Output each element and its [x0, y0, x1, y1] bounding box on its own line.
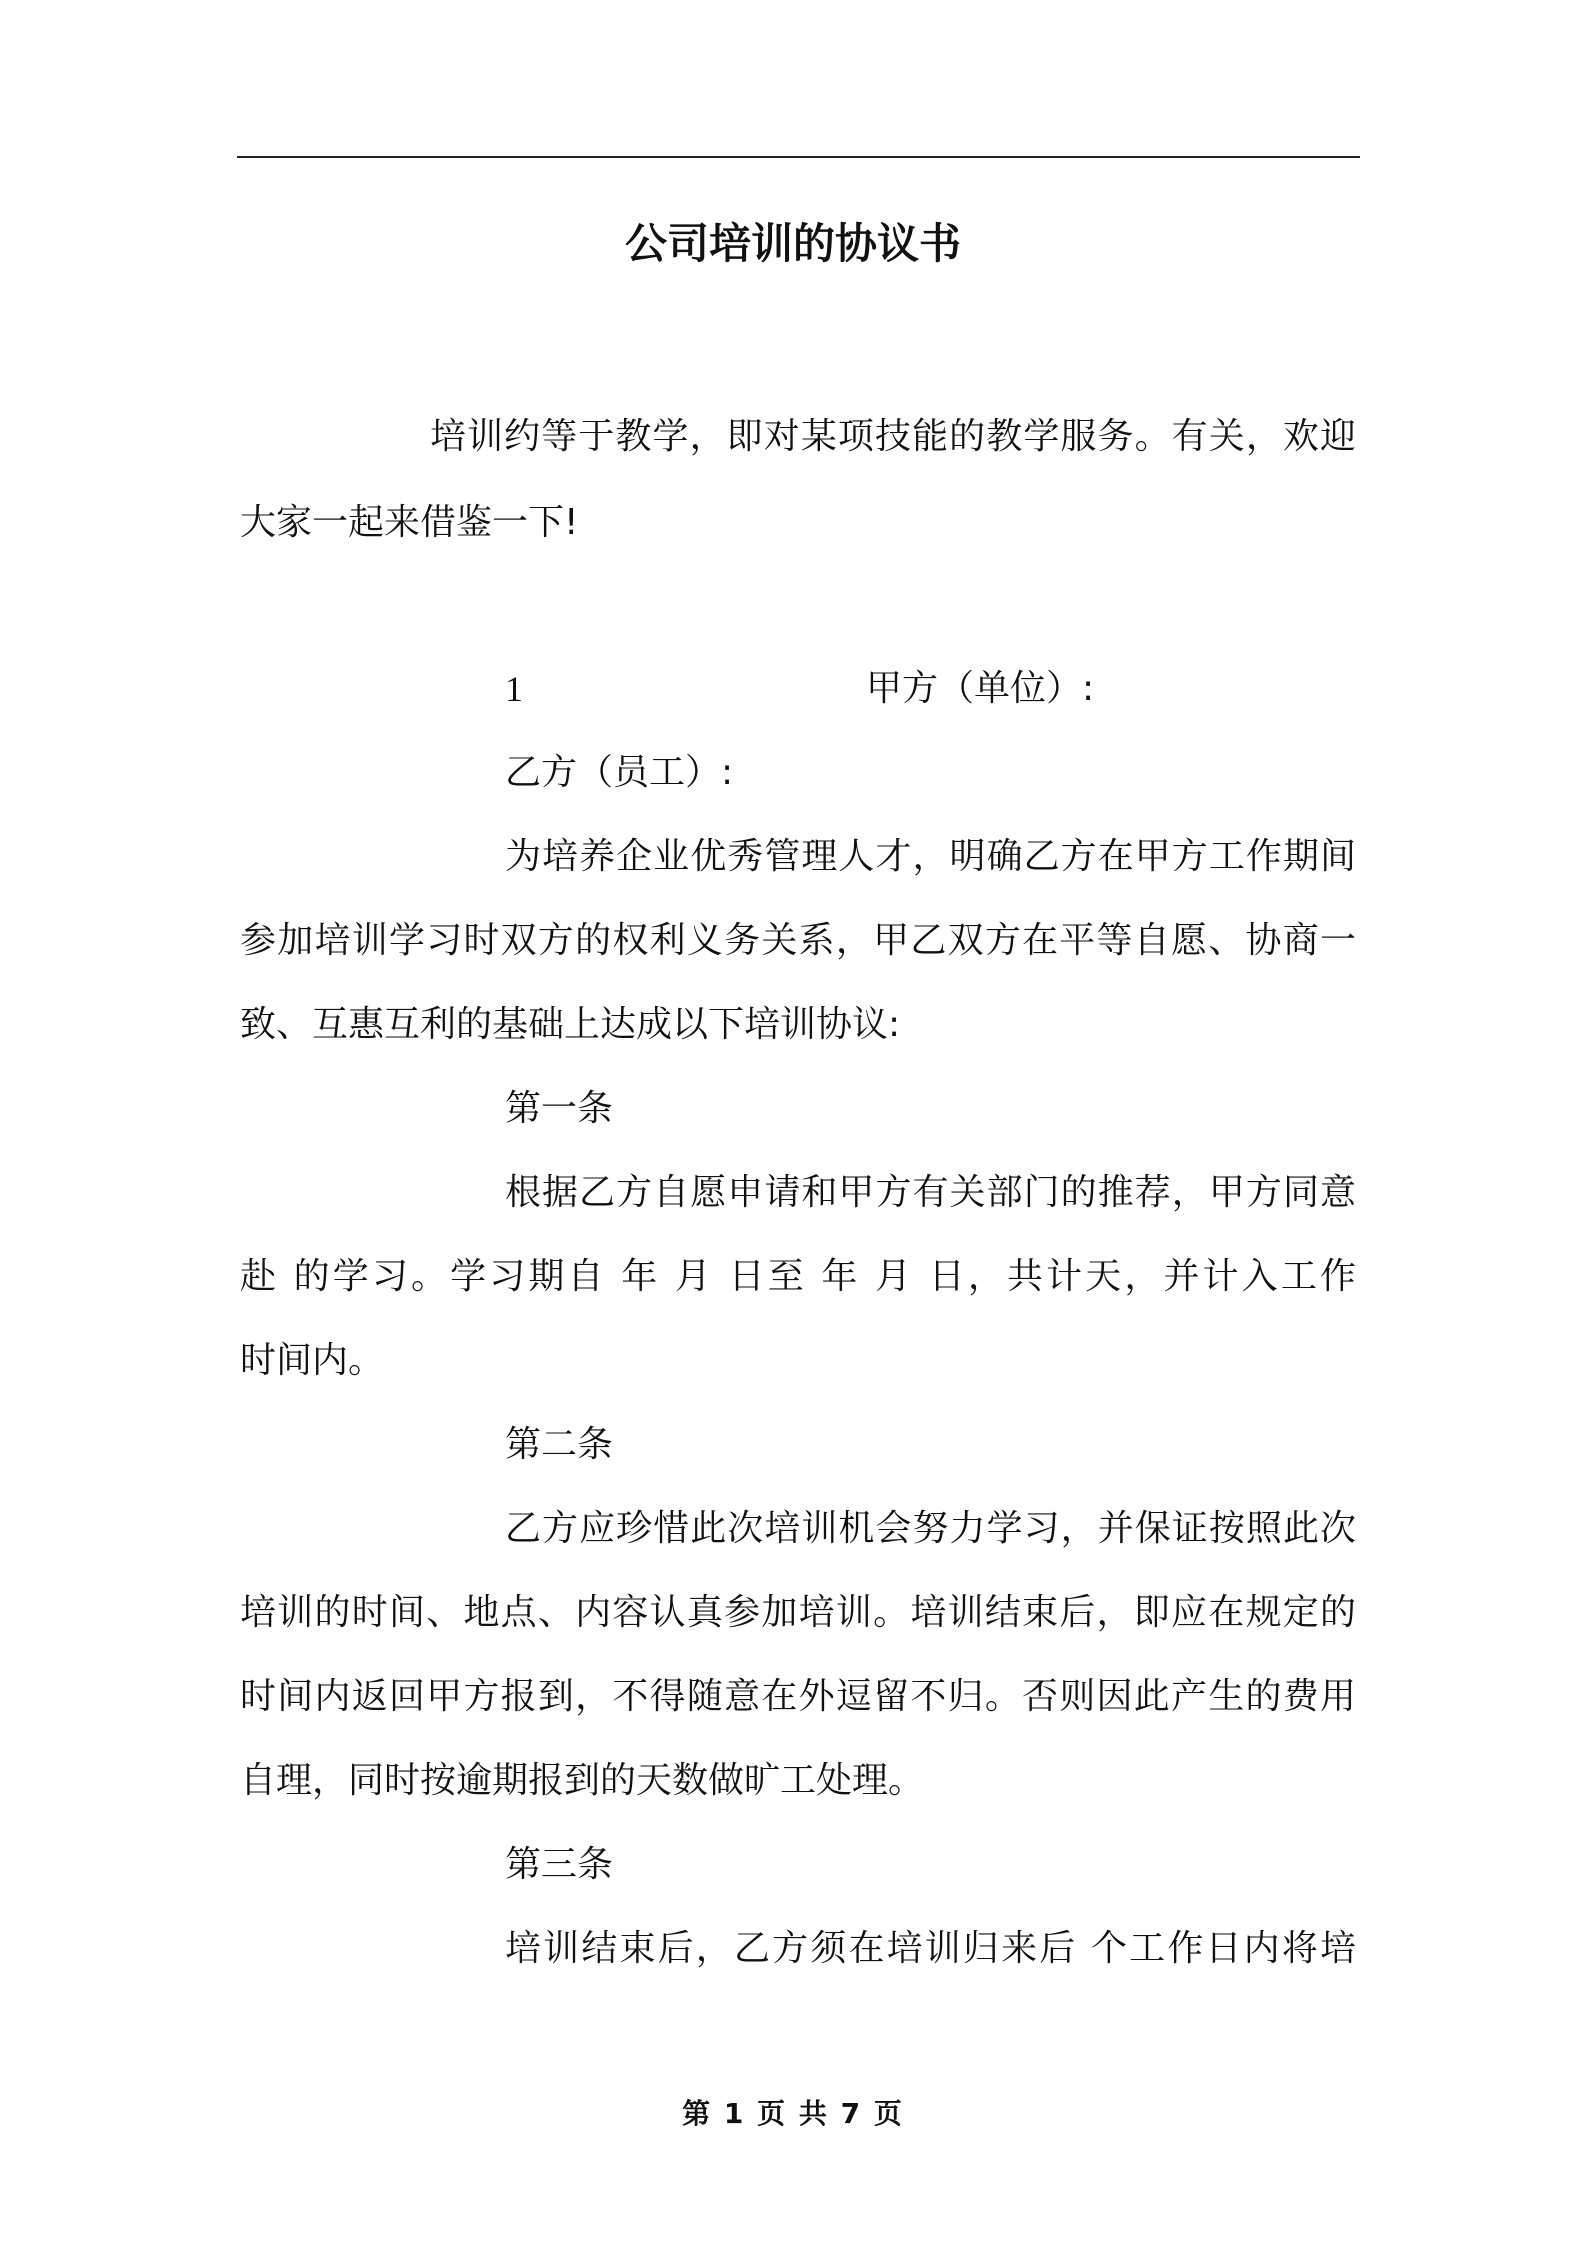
party-a-label: 甲方（单位）: — [866, 668, 1095, 709]
article-2-heading: 第二条 — [505, 1424, 614, 1465]
page-footer: 第 1 页 共 7 页 — [682, 2097, 904, 2130]
intro-line-2: 大家一起来借鉴一下! — [240, 502, 579, 543]
article-2-line-1: 乙方应珍惜此次培训机会努力学习，并保证按照此次 — [505, 1508, 1356, 1549]
header-rule — [237, 156, 1360, 158]
preamble-line-2: 参加培训学习时双方的权利义务关系，甲乙双方在平等自愿、协商一 — [240, 920, 1356, 961]
party-b-label: 乙方（员工）: — [505, 752, 734, 793]
article-2-line-4: 自理，同时按逾期报到的天数做旷工处理。 — [240, 1760, 925, 1801]
article-3-heading: 第三条 — [505, 1844, 614, 1885]
intro-line-1: 培训约等于教学，即对某项技能的教学服务。有关，欢迎 — [430, 416, 1356, 457]
article-3-line-1: 培训结束后，乙方须在培训归来后 个工作日内将培 — [505, 1928, 1356, 1969]
preamble-line-3: 致、互惠互利的基础上达成以下培训协议: — [240, 1004, 901, 1045]
article-2-line-3: 时间内返回甲方报到，不得随意在外逗留不归。否则因此产生的费用 — [240, 1676, 1356, 1717]
article-1-line-2: 赴 的学习。学习期自 年 月 日至 年 月 日，共计天，并计入工作 — [240, 1256, 1356, 1297]
document-title: 公司培训的协议书 — [624, 219, 961, 268]
party-number: 1 — [505, 669, 523, 709]
article-1-line-3: 时间内。 — [240, 1340, 385, 1381]
preamble-line-1: 为培养企业优秀管理人才，明确乙方在甲方工作期间 — [505, 836, 1356, 877]
article-1-line-1: 根据乙方自愿申请和甲方有关部门的推荐，甲方同意 — [505, 1172, 1356, 1213]
article-2-line-2: 培训的时间、地点、内容认真参加培训。培训结束后，即应在规定的 — [240, 1592, 1356, 1633]
article-1-heading: 第一条 — [505, 1088, 614, 1129]
